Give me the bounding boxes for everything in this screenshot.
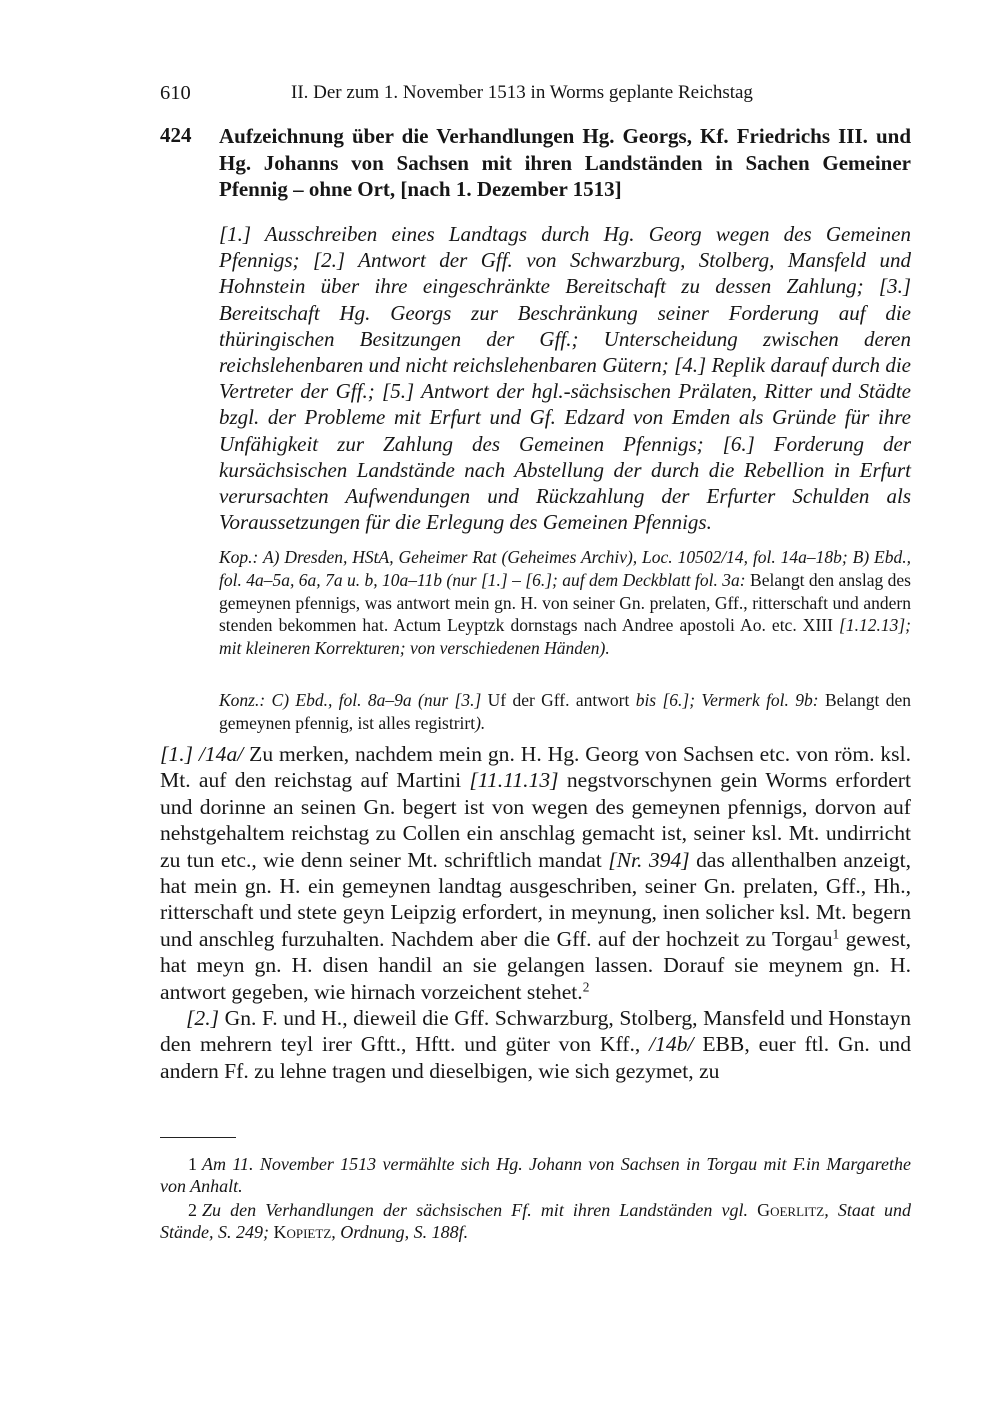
text-run: gewest, hat meyn gn. H. disen handil an sie gelangen lassen. Dorauf sie meynem gn. H. antwort gegeben, wie hirnach vorzeichent stehet. (160, 926, 911, 1004)
footnote-2-text: Zu den Verhandlungen der sächsischen Ff. mit ihren Landständen vgl. (202, 1200, 758, 1220)
document-ref-nr394: [Nr. 394] (608, 847, 690, 872)
konz-quote-start: Uf der Gff. antwort (481, 690, 636, 710)
kop-source-italic: Kop.: A) Dresden, HStA, Geheimer Rat (Geheimes Archiv), Loc. 10502/14, fol. 14a–18b; B) Ebd., fol. 4a–5a, 6a, 7a u. b, 10a–11b (nur [1.] – [6.]; auf dem Deckblatt fol. 3a: (219, 547, 911, 590)
konz-quote-note: Belangt den gemeynen pfennig, ist alles registrirt (219, 690, 912, 733)
document-title: Aufzeichnung über die Verhandlungen Hg. Georgs, Kf. Friedrichs III. und Hg. Johanns von Sachsen mit ihren Landständen in Sachen Gemeiner Pfennig – ohne Ort, [nach 1. Dezember 1513] (219, 124, 911, 201)
copy-source-note (219, 546, 911, 660)
footnote-2-text: , Staat und Stände, S. 249; (160, 1200, 911, 1242)
regest-summary: [1.] Ausschreiben eines Landtags durch Hg. Georg wegen des Gemeinen Pfennigs; [2.] Antwort der Gff. von Schwarzburg, Stolberg, Mansfeld und Hohnstein über ihre eingeschränkte Bereitschaft zu dessen Zahlung; [3.] Bereitschaft Hg. Georgs zur Beschränkung seiner Forderung auf die thüringischen Besitzungen der Gff.; Unterscheidung zwischen deren reichslehenbaren und nicht reichslehenbaren Gütern; [4.] Replik darauf durch die Vertreter der Gff.; [5.] Antwort der hgl.-sächsischen Prälaten, Ritter und Städte bzgl. der Probleme mit Erfurt und Gf. Edzard von Emden als Gründe für ihre Unfähigkeit zur Zahlung des Gemeinen Pfennigs; [6.] Forderung der kursächsischen Landstände nach Abstellung der durch die Rebellion in Erfurt verursachten Aufwendungen und Rückzahlung der Erfurter Schulden als Voraussetzungen für die Erlegung des Gemeinen Pfennigs. (219, 222, 911, 535)
konz-close: ). (475, 712, 486, 733)
text-run: Zu merken, nachdem mein gn. H. Hg. Georg von Sachsen etc. von röm. ksl. Mt. auf den reichstag auf Martini (160, 742, 911, 793)
page-number: 610 (160, 82, 191, 104)
footnote-mark-2: 2 (188, 1200, 197, 1220)
footnote-1 (160, 1153, 911, 1197)
section-marker-2: [2.] (186, 1006, 220, 1031)
footnote-2-text: , Ordnung, S. 188f. (331, 1222, 469, 1242)
text-run: negstvorschynen gein Worms erfordert und dorinne an seinen Gn. begert ist von wegen des gemeynen pfennigs, dorvon auf nehstgehaltem reichstag zu Collen ein anschlag gemacht ist, seiner ksl. Mt. undirricht zu tun etc., wie denn seiner Mt. schriftlich mandat (160, 768, 911, 872)
footnotes (160, 1153, 911, 1245)
text-run: EBB, euer ftl. Gn. und andern Ff. zu lehne tragen und dieselbigen, wie sich gezymet, zu (160, 1032, 911, 1083)
kop-quote: Belangt den anslag des gemeynen pfennigs, was antwort mein gn. H. von seiner Gn. prelaten, Gff., ritterschaft und andern stenden bekommen hat. Actum Leyptzk dornstags nach Andree apostoli Ao. etc. XIII (219, 569, 911, 636)
date-ref-martini: [11.11.13] (469, 768, 559, 793)
footnote-mark-1: 1 (188, 1154, 197, 1174)
text-run: das allenthalben anzeigt, hat mein gn. H. ein gemeynen landtag ausgeschriben, seiner Gn. prelaten, Gff., Hh., ritterschaft und stete geyn Leipzig erfordert, in meynung, inen solicher ksl. Mt. begern und anschleg furzuhalten. Nachdem aber die Gff. auf der hochzeit zu Torgau (160, 847, 911, 951)
konz-range-italic: bis [6.]; Vermerk fol. 9b: (635, 690, 819, 710)
footnote-separator (160, 1137, 236, 1138)
footnote-ref-2[interactable]: 2 (582, 979, 590, 995)
draft-source-note (219, 689, 911, 735)
section-marker-1: [1.] /14a/ (160, 742, 244, 766)
paragraph-1 (160, 741, 911, 1005)
kop-date-italic: [1.12.13]; mit kleineren Korrekturen; von verschiedenen Händen). (219, 615, 911, 659)
folio-marker-14b: /14b/ (649, 1032, 694, 1057)
running-title: II. Der zum 1. November 1513 in Worms geplante Reichstag (291, 82, 753, 103)
footnote-1-text: Am 11. November 1513 vermählte sich Hg. Johann von Sachsen in Torgau mit F.in Margarethe von Anhalt. (160, 1154, 911, 1196)
paragraph-2 (160, 1005, 911, 1084)
main-text (160, 741, 911, 1084)
footnote-2 (160, 1199, 911, 1243)
konz-source-italic: Konz.: C) Ebd., fol. 8a–9a (nur [3.] (219, 690, 482, 710)
text-run: Gn. F. und H., dieweil die Gff. Schwarzburg, Stolberg, Mansfeld und Honstayn den mehrern teyl irer Gftt., Hftt. und güter von Kff., (160, 1006, 911, 1057)
page-header (160, 82, 910, 110)
document-number: 424 (160, 123, 192, 147)
author-goerlitz: Goerlitz (757, 1200, 825, 1220)
author-kopietz: Kopietz (273, 1222, 332, 1242)
footnote-ref-1[interactable]: 1 (832, 926, 840, 942)
